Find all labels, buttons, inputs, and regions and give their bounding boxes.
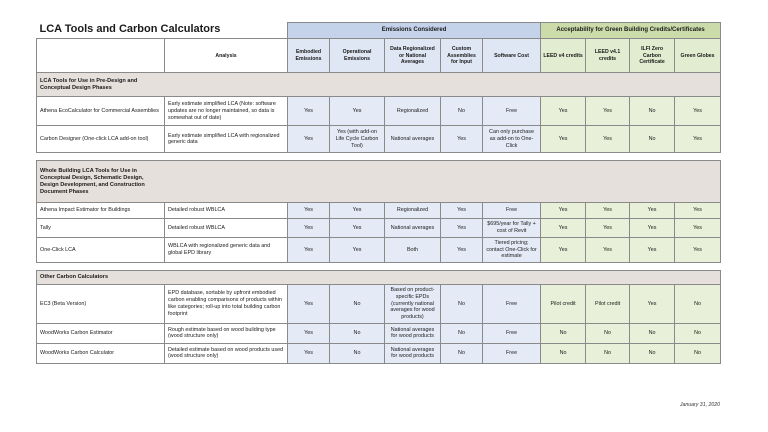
- embodied-cell: Yes: [288, 323, 330, 343]
- column-header-cost: Software Cost: [483, 39, 541, 73]
- section-spacer: [37, 263, 721, 271]
- table-row: [37, 219, 721, 238]
- ilfi-cell: Yes: [630, 219, 675, 238]
- cost-cell: Free: [483, 323, 541, 343]
- lca-tools-table: [36, 22, 721, 364]
- tool-name-cell: Athena EcoCalculator for Commercial Assemblies: [37, 97, 165, 126]
- leed-v4-cell: No: [541, 323, 586, 343]
- analysis-cell: EPD database, sortable by upfront embodied carbon enabling comparisons of products within like categories; roll-up into total building carbon footprint: [165, 285, 288, 324]
- spacer-cell: [37, 153, 721, 161]
- embodied-cell: Yes: [288, 285, 330, 324]
- analysis-cell: Detailed estimate based on wood products used (wood structure only): [165, 343, 288, 363]
- regionalized-cell: National averages for wood products: [385, 323, 441, 343]
- regionalized-cell: National averages for wood products: [385, 343, 441, 363]
- column-header-analysis: Analysis: [165, 39, 288, 73]
- page-title: LCA Tools and Carbon Calculators: [37, 23, 288, 39]
- ilfi-cell: Yes: [630, 203, 675, 219]
- tool-name-cell: Tally: [37, 219, 165, 238]
- leed-v41-cell: No: [586, 343, 630, 363]
- green-globes-cell: No: [675, 343, 721, 363]
- custom-cell: No: [441, 323, 483, 343]
- section-heading: [37, 73, 721, 97]
- tool-name-cell: EC3 (Beta Version): [37, 285, 165, 324]
- regionalized-cell: Regionalized: [385, 203, 441, 219]
- column-header-operational: Operational Emissions: [330, 39, 385, 73]
- green-globes-cell: Yes: [675, 126, 721, 153]
- spacer-cell: [37, 263, 721, 271]
- document-date: January 31, 2020: [679, 402, 720, 408]
- custom-cell: Yes: [441, 126, 483, 153]
- analysis-cell: Detailed robust WBLCA: [165, 203, 288, 219]
- table-row: [37, 343, 721, 363]
- column-header-embodied: Embodied Emissions: [288, 39, 330, 73]
- embodied-cell: Yes: [288, 97, 330, 126]
- regionalized-cell: Both: [385, 237, 441, 262]
- regionalized-cell: Regionalized: [385, 97, 441, 126]
- green-globes-cell: Yes: [675, 203, 721, 219]
- ilfi-cell: No: [630, 323, 675, 343]
- green-globes-cell: No: [675, 323, 721, 343]
- leed-v41-cell: No: [586, 323, 630, 343]
- column-header-regionalized: Data Regionalized or National Averages: [385, 39, 441, 73]
- table-row: [37, 203, 721, 219]
- ilfi-cell: No: [630, 97, 675, 126]
- leed-v41-cell: Yes: [586, 237, 630, 262]
- table-body: [37, 73, 721, 364]
- green-globes-cell: Yes: [675, 237, 721, 262]
- tool-name-cell: WoodWorks Carbon Calculator: [37, 343, 165, 363]
- analysis-cell: Detailed robust WBLCA: [165, 219, 288, 238]
- operational-cell: Yes: [330, 237, 385, 262]
- leed-v4-cell: Yes: [541, 219, 586, 238]
- leed-v41-cell: Yes: [586, 203, 630, 219]
- column-header-leed-v4: LEED v4 credits: [541, 39, 586, 73]
- cost-cell: Free: [483, 285, 541, 324]
- operational-cell: Yes (with add-on Life Cycle Carbon Tool): [330, 126, 385, 153]
- column-header-ilfi: ILFI Zero Carbon Certificate: [630, 39, 675, 73]
- cost-cell: Tiered pricing; contact One-Click for estimate: [483, 237, 541, 262]
- operational-cell: No: [330, 285, 385, 324]
- table-row: [37, 285, 721, 324]
- section-heading-text: Whole Building LCA Tools for Use in Conceptual Design, Schematic Design, Design Development, and Construction Document Phases: [40, 167, 145, 195]
- leed-v4-cell: No: [541, 343, 586, 363]
- cost-cell: Free: [483, 97, 541, 126]
- table-row: [37, 237, 721, 262]
- embodied-cell: Yes: [288, 219, 330, 238]
- leed-v4-cell: Pilot credit: [541, 285, 586, 324]
- custom-cell: No: [441, 285, 483, 324]
- regionalized-cell: National averages: [385, 126, 441, 153]
- embodied-cell: Yes: [288, 203, 330, 219]
- tool-name-cell: WoodWorks Carbon Estimator: [37, 323, 165, 343]
- ilfi-cell: Yes: [630, 285, 675, 324]
- group-header-acceptability: Acceptability for Green Building Credits/Certificates: [541, 23, 721, 39]
- ilfi-cell: No: [630, 126, 675, 153]
- section-heading: [37, 161, 721, 203]
- column-header-blank: [37, 39, 165, 73]
- embodied-cell: Yes: [288, 237, 330, 262]
- analysis-cell: WBLCA with regionalized generic data and global EPD library: [165, 237, 288, 262]
- tool-name-cell: One-Click LCA: [37, 237, 165, 262]
- operational-cell: No: [330, 323, 385, 343]
- analysis-cell: Early estimate simplified LCA (Note: software updates are no longer maintained, so data is somewhat out of date): [165, 97, 288, 126]
- section-heading-text: Other Carbon Calculators: [40, 274, 109, 280]
- section-header-row: [37, 73, 721, 97]
- analysis-cell: Rough estimate based on wood building type (wood structure only): [165, 323, 288, 343]
- leed-v4-cell: Yes: [541, 237, 586, 262]
- regionalized-cell: Based on product-specific EPDs (currently national averages for wood products): [385, 285, 441, 324]
- group-header-emissions: Emissions Considered: [288, 23, 541, 39]
- cost-cell: Free: [483, 343, 541, 363]
- page: [36, 22, 720, 408]
- green-globes-cell: Yes: [675, 219, 721, 238]
- tool-name-cell: Carbon Designer (One-click LCA add-on tool): [37, 126, 165, 153]
- ilfi-cell: Yes: [630, 237, 675, 262]
- ilfi-cell: No: [630, 343, 675, 363]
- section-header-row: [37, 271, 721, 285]
- section-heading: [37, 271, 721, 285]
- custom-cell: No: [441, 343, 483, 363]
- table-row: [37, 97, 721, 126]
- leed-v41-cell: Yes: [586, 97, 630, 126]
- table-row: [37, 126, 721, 153]
- leed-v4-cell: Yes: [541, 126, 586, 153]
- operational-cell: Yes: [330, 219, 385, 238]
- operational-cell: Yes: [330, 203, 385, 219]
- section-spacer: [37, 153, 721, 161]
- column-header-custom: Custom Assemblies for Input: [441, 39, 483, 73]
- operational-cell: Yes: [330, 97, 385, 126]
- leed-v4-cell: Yes: [541, 97, 586, 126]
- green-globes-cell: Yes: [675, 97, 721, 126]
- leed-v4-cell: Yes: [541, 203, 586, 219]
- column-header-green-globes: Green Globes: [675, 39, 721, 73]
- section-heading-text: LCA Tools for Use in Pre-Design and Conceptual Design Phases: [40, 77, 138, 91]
- table-row: [37, 323, 721, 343]
- cost-cell: Can only purchase as add-on to One-Click: [483, 126, 541, 153]
- leed-v41-cell: Yes: [586, 126, 630, 153]
- analysis-cell: Early estimate simplified LCA with regionalized generic data: [165, 126, 288, 153]
- operational-cell: No: [330, 343, 385, 363]
- leed-v41-cell: Pilot credit: [586, 285, 630, 324]
- column-header-leed-v41: LEED v4.1 credits: [586, 39, 630, 73]
- custom-cell: Yes: [441, 203, 483, 219]
- custom-cell: No: [441, 97, 483, 126]
- custom-cell: Yes: [441, 219, 483, 238]
- green-globes-cell: No: [675, 285, 721, 324]
- embodied-cell: Yes: [288, 343, 330, 363]
- regionalized-cell: National averages: [385, 219, 441, 238]
- cost-cell: Free: [483, 203, 541, 219]
- leed-v41-cell: Yes: [586, 219, 630, 238]
- embodied-cell: Yes: [288, 126, 330, 153]
- custom-cell: Yes: [441, 237, 483, 262]
- cost-cell: $695/year for Tally + cost of Revit: [483, 219, 541, 238]
- section-header-row: [37, 161, 721, 203]
- tool-name-cell: Athena Impact Estimator for Buildings: [37, 203, 165, 219]
